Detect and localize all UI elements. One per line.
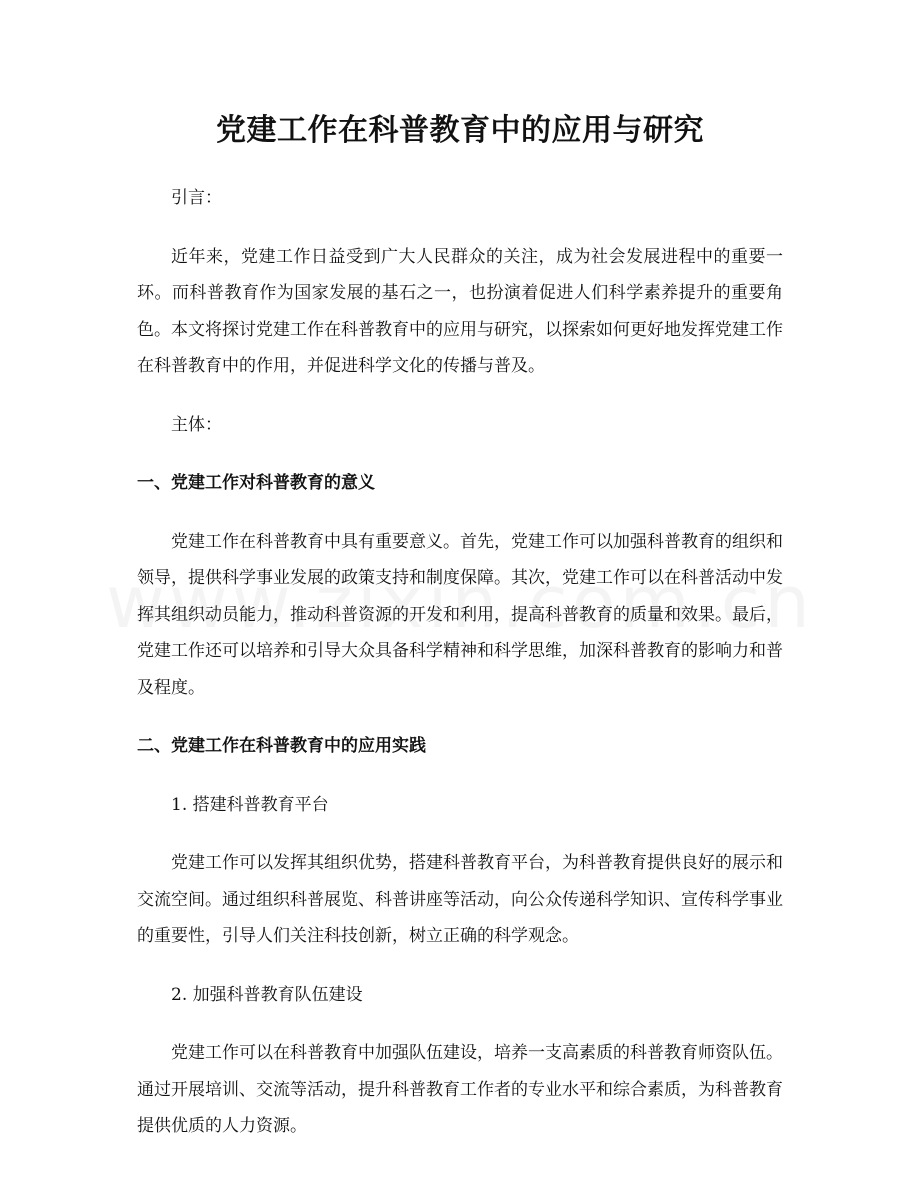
section2-sub2-heading: 2. 加强科普教育队伍建设 xyxy=(171,984,363,1005)
section2-heading: 二、党建工作在科普教育中的应用实践 xyxy=(137,736,426,756)
page-title: 党建工作在科普教育中的应用与研究 xyxy=(216,113,704,148)
intro-paragraph: 近年来，党建工作日益受到广大人民群众的关注，成为社会发展进程中的重要一环。而科普教育作为国家发展的基石之一，也扮演着促进人们科学素养提升的重要角色。本文将探讨党建工作在科普教育中的应用与研究，以探索如何更好地发挥党建工作在科普教育中的作用，并促进科学文化的传播与普及。 xyxy=(137,246,783,376)
section2-sub2-paragraph: 党建工作可以在科普教育中加强队伍建设，培养一支高素质的科普教育师资队伍。通过开展培训、交流等活动，提升科普教育工作者的专业水平和综合素质，为科普教育提供优质的人力资源。 xyxy=(137,1043,783,1136)
body-label: 主体： xyxy=(171,414,222,435)
section2-sub1-paragraph: 党建工作可以发挥其组织优势，搭建科普教育平台，为科普教育提供良好的展示和交流空间。通过组织科普展览、科普讲座等活动，向公众传递科学知识、宣传科学事业的重要性，引导人们关注科技创新，树立正确的科学观念。 xyxy=(137,853,783,946)
section1-paragraph: 党建工作在科普教育中具有重要意义。首先，党建工作可以加强科普教育的组织和领导，提供科学事业发展的政策支持和制度保障。其次，党建工作可以在科普活动中发挥其组织动员能力，推动科普资源的开发和利用，提高科普教育的质量和效果。最后，党建工作还可以培养和引导大众具备科学精神和科学思维，加深科普教育的影响力和普及程度。 xyxy=(137,531,783,698)
intro-label: 引言： xyxy=(171,188,222,208)
document-body xyxy=(137,180,783,1145)
section1-heading: 一、党建工作对科普教育的意义 xyxy=(137,473,375,493)
section2-sub1-heading: 1. 搭建科普教育平台 xyxy=(171,794,329,815)
